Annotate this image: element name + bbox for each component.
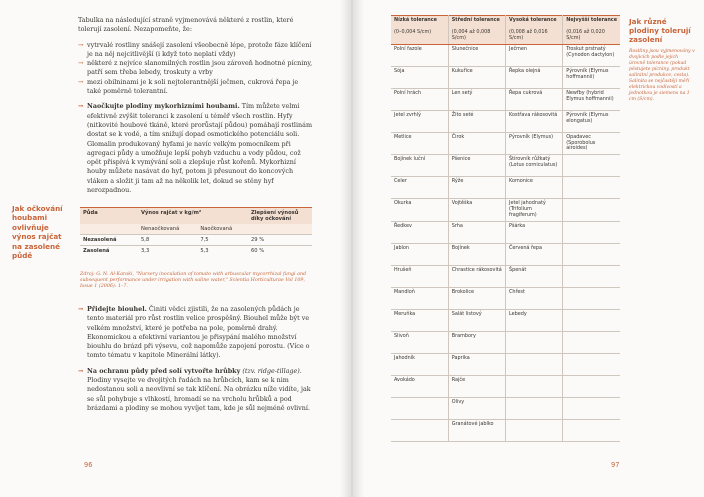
table-header: Nejvyšší tolerance (0,016 až 0,020 S/cm) [563,16,620,45]
section-biochar [78,305,314,361]
table-cell: Jetel jahodnatý (Trifolium fragiferum) [506,199,563,222]
arrow-icon: → [78,305,84,313]
side-heading-left: Jak očkování houbami ovlivňuje výnos rajčat na zasolené půdě [12,204,63,261]
section-paren: (tzv. ridge-tillage). [240,366,302,375]
table-cell: Metlice [391,132,448,155]
table-header: Vysoká tolerance (0,008 až 0,016 S/cm) [506,16,563,45]
table-cell: Troskut prstnatý (Cynodon dactylon) [563,44,620,66]
table-subheader: Nenaočkovaná [138,224,197,235]
table-cell: Meruňka [391,310,448,332]
table-cell: Avokádo [391,376,448,398]
table-cell: Pýrovník (Elymus elongatus) [563,110,620,132]
table-cell [506,420,563,442]
table-cell: Řepa cukrová [506,88,563,110]
table-cell [563,288,620,310]
table-cell: Lebedy [506,310,563,332]
table-cell: Kukuřice [448,66,505,88]
table-cell: Jetel zvrhlý [391,110,448,132]
section-title: Přidejte biouhel. [87,305,147,313]
table-row [391,44,620,66]
table-subheader: Naočkovaná [197,224,248,235]
table-header: Výnos rajčat v kg/m² [138,208,248,225]
table-row [391,110,620,132]
table-cell [563,177,620,199]
section-title: Na ochranu půdy před solí vytvořte hrůbky [87,366,241,375]
table-cell: Bojínek [448,244,505,266]
table-row [391,244,620,266]
table-cell [563,155,620,177]
table-cell [506,376,563,398]
table-cell: Brokolice [448,288,505,310]
bullet-item: → mezi obilninami je k soli nejtolerantnější ječmen, cukrová řepa je také poměrně tolerantní. [78,77,299,96]
table-cell: Řepka olejná [506,66,563,88]
table-cell: Vojtěška [448,199,505,222]
bullet-list [78,41,314,97]
table-row [391,155,620,177]
table-row [391,132,620,155]
table-cell [563,222,620,244]
page-number-right: 97 [611,461,620,469]
table-cell: Slivoň [391,332,448,354]
table-cell: Pýrovník (Elymus) [506,132,563,155]
table-cell: Čirok [448,132,505,155]
table-cell: Červená řepa [506,244,563,266]
arrow-icon: → [78,102,84,111]
table-cell: Jahodník [391,354,448,376]
table-cell: Komonice [506,177,563,199]
intro-paragraph: Tabulka na následující straně vyjmenovává některé z rostlin, které tolerují zasolení. Nezapomeňte, že: [78,16,294,34]
table-cell [563,310,620,332]
table-cell [563,420,620,442]
table-cell: Pýrovník (Elymus hoffmannii) [563,66,620,88]
table-cell: Ječmen [506,44,563,66]
table-cell: Slunečnice [448,44,505,66]
section-title: Naočkujte plodiny mykorhizními houbami. [87,102,240,111]
table-cell [506,398,563,420]
table-cell: Srha [448,222,505,244]
side-panel-right [629,17,695,103]
table-cell: Polní fazole [391,44,448,66]
table-cell [563,354,620,376]
table-row [391,222,620,244]
table-cell: Štírovník růžkatý (Lotus corniculatus) [506,155,563,177]
table-cell: Hrušeň [391,266,448,288]
table-cell: Opadavec (Sporobolus airoides) [563,132,620,155]
table-cell: Rýže [448,177,505,199]
table-cell: Špenát [506,266,563,288]
arrow-icon: → [78,366,84,375]
arrow-icon: → [78,40,84,49]
table-row [391,310,620,332]
table-cell: Celer [391,177,448,199]
table-cell: Jablon [391,244,448,266]
table-cell: Kostřava rákosovitá [506,110,563,132]
table-cell: Olivy [448,398,505,420]
table-header: Půda [80,208,138,225]
arrow-icon: → [78,59,84,68]
table-cell [506,354,563,376]
section-text: Činiti vědci zjistili, že na zasolených půdách je tento materiál pro růst rostlin velice prospěšný. Biouhel může být ve velkém množství, které je potřeba na pole, poměrně drahý. Ekonomickou a efektivní variantou je přisypání malého množství biouhlu do brázd při výsevu, což napomůže zapojení porostu. (Více o tomto tématu v kapitole Minerální látky). [87,305,310,360]
table-cell: Granátové jablko [448,420,505,442]
table-row [391,420,620,442]
side-note: Rostliny jsou vyjmenovány v dvojicích podle jejich úrovně tolerance (pokud pěstujete pícniny, produkt salinitní produkce, cesta). Salinita se nejčastěji měří elektrickou vodivostí a jednotkou je siemens na 1 cm (S/cm). [629,48,695,102]
table-cell: Newfby (hybrid Elymus hoffmannii) [563,88,620,110]
table-cell [563,199,620,222]
bullet-item: → vytrvalé rostliny snášejí zasolení všeobecně lépe, protože fáze klíčení je na něj nejcitlivější (i když toto neplatí vždy) [78,40,312,58]
table-cell: Pšenice [448,155,505,177]
section-mycorrhiza [78,102,314,195]
table-row [391,66,620,88]
left-body-text [78,16,314,201]
table-cell: Sója [391,66,448,88]
table-cell [563,244,620,266]
table-row [391,177,620,199]
table-cell [563,332,620,354]
table-cell: Žito seté [448,110,505,132]
table-source: Zdroj: G. N. Al-Karaki, "Nursery inoculation of tomato with arbuscular mycorrhizal fungi and subsequent performance under irrigation with saline water," Scientia Horticulturae Vol 109, Issue 1 (2006): 1–7. [80,272,307,290]
table-cell: Pšárka [506,222,563,244]
table-cell: Ředkev [391,222,448,244]
table-cell [563,398,620,420]
table-row [391,199,620,222]
arrow-icon: → [78,77,84,86]
table-cell: Polní hrách [391,88,448,110]
table-cell: Chřest [506,288,563,310]
table-row [391,332,620,354]
table-cell: Chrastice rákosovitá [448,266,505,288]
table-row [391,376,620,398]
yield-table [80,207,312,256]
table-cell [563,266,620,288]
table-cell: Brambory [448,332,505,354]
table-cell [391,398,448,420]
table-cell: Salát listový [448,310,505,332]
table-cell: Paprika [448,354,505,376]
book-gutter [340,0,364,497]
table-header: Nízká tolerance (0–0,004 S/cm) [391,16,448,45]
table-row: Zasolená 3,3 5,3 60 % [80,246,312,257]
table-cell [506,332,563,354]
page-number-left: 96 [84,461,93,469]
table-header: Střední tolerance (0,004 až 0,008 S/cm) [448,16,505,45]
table-header: Zlepšení výnosů díky očkování [248,208,312,225]
section-ridges [78,367,314,413]
section-text: Tím můžete velmi efektivně zvýšit toleranci k zasolení u téměř všech rostlin. Hyfy (nitkovité houbové tkáně, které prorůstají půdou) pomáhají rostlinám dostat se k vodě, a tím snižují dopad osmotického potenciálu soli. Glomalin produkovaný hyfami je navíc velkým pomocníkem při agregaci půdy a umožňuje lepší pohyb vzduchu a vody půdou, což opět přispívá k vymývání soli a zlepšuje růst kořenů. Mykorhizní houby můžete nasávat do hyf, potom ji přesunout do koncových vláken a složit ji tam až na několik let, dokud se stěny hyf nerozpadnou. [87,102,312,195]
table-row [391,266,620,288]
table-row [391,398,620,420]
table-cell: Len setý [448,88,505,110]
table-row: Nezasolená 5,8 7,5 29 % [80,235,312,246]
side-heading-right: Jak různé plodiny tolerují zasolení [629,17,691,45]
table-cell: Mandloň [391,288,448,310]
left-body-text-2 [78,305,314,419]
table-cell: Bojínek luční [391,155,448,177]
section-text: Plodiny vysejte ve dvojitých řadách na hrůbcích, kam se k nim nedostanou soli a neovlivní se tak klíčení. Na obrázku níže vidíte, jak se sůl pohybuje s vlhkostí, hromadí se na vrcholu hrůbků a pod brázdami a plodiny se mohou vyvíjet tam, kde je sůl nejméně ovlivní. [87,376,311,412]
bullet-item: → některé z nejvíce slanomilných rostlin jsou zároveň hodnotné pícniny, patří sem třeba lebedy, troskuty a vrby [78,59,313,77]
table-cell: Okurka [391,199,448,222]
table-cell [563,376,620,398]
tolerance-table [391,15,620,442]
table-cell [391,420,448,442]
table-row [391,88,620,110]
table-cell: Rajče [448,376,505,398]
table-row [391,288,620,310]
table-row [391,354,620,376]
